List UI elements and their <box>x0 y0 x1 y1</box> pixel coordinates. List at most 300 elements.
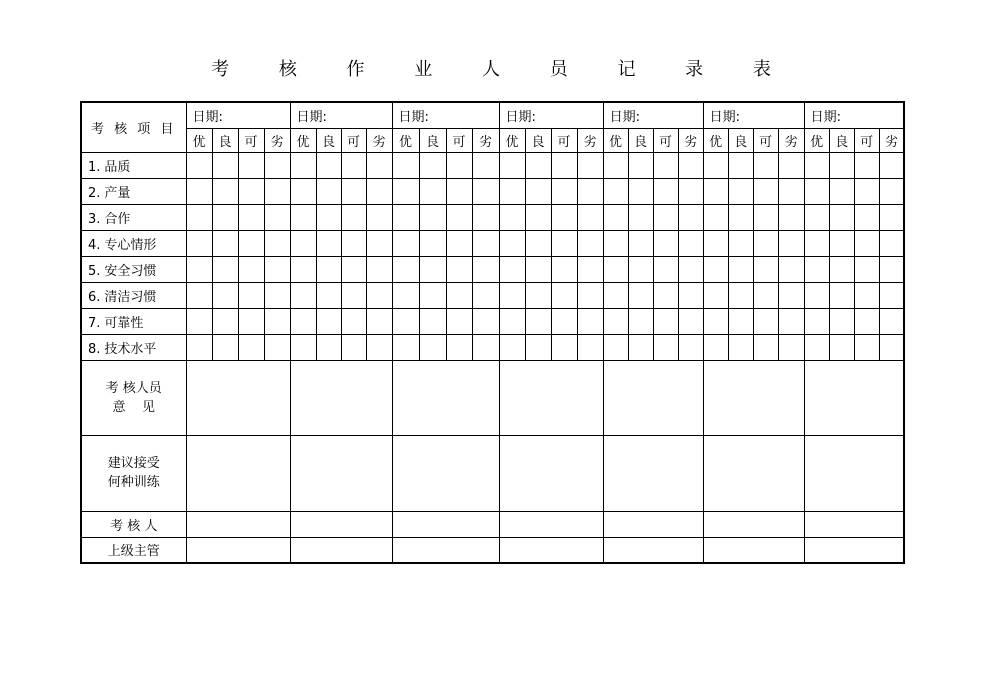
grade-check-cell[interactable] <box>499 256 525 282</box>
opinion-entry-cell[interactable] <box>186 360 290 435</box>
grade-check-cell[interactable] <box>525 204 551 230</box>
opinion-entry-cell[interactable] <box>703 360 804 435</box>
supervisor-entry-cell[interactable] <box>499 537 603 563</box>
date-cell[interactable]: 日期: <box>603 102 703 128</box>
grade-check-cell[interactable] <box>186 308 212 334</box>
grade-check-cell[interactable] <box>366 152 392 178</box>
grade-check-cell[interactable] <box>603 230 628 256</box>
grade-check-cell[interactable] <box>499 308 525 334</box>
grade-check-cell[interactable] <box>290 256 316 282</box>
item-row <box>81 256 904 282</box>
grade-check-cell[interactable] <box>264 178 290 204</box>
grade-check-cell[interactable] <box>419 334 446 360</box>
grade-check-cell[interactable] <box>628 178 653 204</box>
grade-check-cell[interactable] <box>577 178 603 204</box>
grade-check-cell[interactable] <box>316 256 341 282</box>
grade-check-cell[interactable] <box>392 178 419 204</box>
grade-check-cell[interactable] <box>653 256 678 282</box>
grade-check-cell[interactable] <box>804 256 829 282</box>
grade-check-cell[interactable] <box>653 282 678 308</box>
grade-check-cell[interactable] <box>829 256 854 282</box>
grade-check-cell[interactable] <box>804 334 829 360</box>
grade-check-cell[interactable] <box>419 204 446 230</box>
item-number: 1. <box>88 159 101 175</box>
grade-check-cell[interactable] <box>603 256 628 282</box>
grade-check-cell[interactable] <box>551 178 577 204</box>
grade-check-cell[interactable] <box>366 256 392 282</box>
grade-check-cell[interactable] <box>628 334 653 360</box>
grade-check-cell[interactable] <box>472 204 499 230</box>
grade-header: 劣 <box>879 128 904 152</box>
grade-check-cell[interactable] <box>728 204 753 230</box>
grade-check-cell[interactable] <box>316 178 341 204</box>
grade-check-cell[interactable] <box>577 256 603 282</box>
grade-check-cell[interactable] <box>264 230 290 256</box>
grade-check-cell[interactable] <box>753 334 778 360</box>
grade-check-cell[interactable] <box>238 204 264 230</box>
item-label <box>81 308 186 334</box>
grade-check-cell[interactable] <box>879 152 904 178</box>
grade-check-cell[interactable] <box>186 282 212 308</box>
grade-check-cell[interactable] <box>472 334 499 360</box>
assessor-entry-cell[interactable] <box>186 511 290 537</box>
item-label <box>81 334 186 360</box>
grade-check-cell[interactable] <box>829 178 854 204</box>
grade-check-cell[interactable] <box>238 230 264 256</box>
grade-header: 良 <box>316 128 341 152</box>
grade-check-cell[interactable] <box>472 282 499 308</box>
grade-check-cell[interactable] <box>829 152 854 178</box>
grade-check-cell[interactable] <box>854 152 879 178</box>
opinion-entry-cell[interactable] <box>392 360 499 435</box>
grade-check-cell[interactable] <box>854 282 879 308</box>
grade-check-cell[interactable] <box>525 178 551 204</box>
training-entry-cell[interactable] <box>703 435 804 511</box>
grade-check-cell[interactable] <box>446 152 472 178</box>
supervisor-entry-cell[interactable] <box>703 537 804 563</box>
grade-check-cell[interactable] <box>446 178 472 204</box>
grade-check-cell[interactable] <box>419 256 446 282</box>
grade-check-cell[interactable] <box>603 334 628 360</box>
grade-check-cell[interactable] <box>879 178 904 204</box>
grade-check-cell[interactable] <box>238 334 264 360</box>
grade-check-cell[interactable] <box>804 230 829 256</box>
grade-check-cell[interactable] <box>264 282 290 308</box>
grade-check-cell[interactable] <box>186 256 212 282</box>
grade-check-cell[interactable] <box>341 256 366 282</box>
grade-header: 优 <box>603 128 628 152</box>
grade-header: 劣 <box>472 128 499 152</box>
grade-check-cell[interactable] <box>703 334 728 360</box>
grade-check-cell[interactable] <box>653 334 678 360</box>
grade-check-cell[interactable] <box>264 256 290 282</box>
grade-check-cell[interactable] <box>290 204 316 230</box>
grade-check-cell[interactable] <box>238 308 264 334</box>
header-grade-row <box>81 128 904 152</box>
grade-check-cell[interactable] <box>854 178 879 204</box>
grade-check-cell[interactable] <box>212 308 238 334</box>
grade-check-cell[interactable] <box>316 334 341 360</box>
grade-check-cell[interactable] <box>653 308 678 334</box>
grade-check-cell[interactable] <box>212 230 238 256</box>
item-row <box>81 204 904 230</box>
grade-check-cell[interactable] <box>525 256 551 282</box>
grade-check-cell[interactable] <box>499 204 525 230</box>
grade-check-cell[interactable] <box>577 282 603 308</box>
grade-check-cell[interactable] <box>238 256 264 282</box>
grade-check-cell[interactable] <box>392 282 419 308</box>
grade-check-cell[interactable] <box>778 282 804 308</box>
grade-check-cell[interactable] <box>366 334 392 360</box>
grade-check-cell[interactable] <box>703 282 728 308</box>
grade-check-cell[interactable] <box>728 334 753 360</box>
grade-check-cell[interactable] <box>341 230 366 256</box>
grade-header: 良 <box>728 128 753 152</box>
grade-check-cell[interactable] <box>678 282 703 308</box>
item-label <box>81 282 186 308</box>
grade-check-cell[interactable] <box>316 230 341 256</box>
grade-check-cell[interactable] <box>728 152 753 178</box>
training-entry-cell[interactable] <box>392 435 499 511</box>
supervisor-entry-cell[interactable] <box>186 537 290 563</box>
grade-check-cell[interactable] <box>212 282 238 308</box>
grade-check-cell[interactable] <box>728 178 753 204</box>
grade-check-cell[interactable] <box>829 282 854 308</box>
supervisor-entry-cell[interactable] <box>804 537 904 563</box>
grade-check-cell[interactable] <box>551 334 577 360</box>
grade-check-cell[interactable] <box>879 204 904 230</box>
assessor-entry-cell[interactable] <box>290 511 392 537</box>
grade-check-cell[interactable] <box>628 204 653 230</box>
item-row <box>81 178 904 204</box>
grade-check-cell[interactable] <box>551 308 577 334</box>
grade-check-cell[interactable] <box>804 152 829 178</box>
grade-check-cell[interactable] <box>628 282 653 308</box>
grade-check-cell[interactable] <box>829 230 854 256</box>
grade-check-cell[interactable] <box>778 256 804 282</box>
date-cell[interactable]: 日期: <box>804 102 904 128</box>
grade-check-cell[interactable] <box>499 334 525 360</box>
grade-check-cell[interactable] <box>703 152 728 178</box>
grade-check-cell[interactable] <box>603 178 628 204</box>
grade-check-cell[interactable] <box>577 204 603 230</box>
training-entry-cell[interactable] <box>290 435 392 511</box>
grade-check-cell[interactable] <box>577 230 603 256</box>
grade-check-cell[interactable] <box>472 230 499 256</box>
grade-check-cell[interactable] <box>653 152 678 178</box>
grade-check-cell[interactable] <box>366 204 392 230</box>
grade-check-cell[interactable] <box>290 230 316 256</box>
grade-check-cell[interactable] <box>238 178 264 204</box>
grade-check-cell[interactable] <box>603 152 628 178</box>
grade-header: 优 <box>392 128 419 152</box>
grade-check-cell[interactable] <box>419 178 446 204</box>
date-cell[interactable]: 日期: <box>703 102 804 128</box>
assessor-entry-cell[interactable] <box>804 511 904 537</box>
grade-check-cell[interactable] <box>472 178 499 204</box>
item-label <box>81 178 186 204</box>
grade-check-cell[interactable] <box>290 152 316 178</box>
item-row <box>81 152 904 178</box>
grade-check-cell[interactable] <box>778 204 804 230</box>
training-label <box>81 435 186 511</box>
grade-check-cell[interactable] <box>264 308 290 334</box>
grade-check-cell[interactable] <box>753 256 778 282</box>
grade-check-cell[interactable] <box>366 230 392 256</box>
grade-check-cell[interactable] <box>525 282 551 308</box>
grade-check-cell[interactable] <box>472 152 499 178</box>
grade-check-cell[interactable] <box>419 282 446 308</box>
grade-check-cell[interactable] <box>446 308 472 334</box>
grade-check-cell[interactable] <box>678 204 703 230</box>
grade-check-cell[interactable] <box>499 178 525 204</box>
grade-check-cell[interactable] <box>525 152 551 178</box>
grade-header: 可 <box>753 128 778 152</box>
opinion-entry-cell[interactable] <box>499 360 603 435</box>
assessor-entry-cell[interactable] <box>499 511 603 537</box>
training-label-line2: 何种训练 <box>107 475 160 490</box>
grade-header: 可 <box>341 128 366 152</box>
grade-check-cell[interactable] <box>628 152 653 178</box>
grade-check-cell[interactable] <box>653 204 678 230</box>
grade-check-cell[interactable] <box>212 256 238 282</box>
training-entry-cell[interactable] <box>603 435 703 511</box>
grade-check-cell[interactable] <box>212 334 238 360</box>
grade-check-cell[interactable] <box>703 308 728 334</box>
grade-check-cell[interactable] <box>392 230 419 256</box>
training-entry-cell[interactable] <box>499 435 603 511</box>
grade-check-cell[interactable] <box>499 282 525 308</box>
grade-check-cell[interactable] <box>577 152 603 178</box>
grade-check-cell[interactable] <box>551 256 577 282</box>
grade-check-cell[interactable] <box>419 308 446 334</box>
grade-header: 可 <box>551 128 577 152</box>
grade-check-cell[interactable] <box>753 282 778 308</box>
item-name: 技术水平 <box>104 341 157 357</box>
grade-header: 良 <box>829 128 854 152</box>
grade-check-cell[interactable] <box>186 230 212 256</box>
grade-check-cell[interactable] <box>392 256 419 282</box>
item-name: 合作 <box>104 211 131 227</box>
supervisor-label: 上级主管 <box>81 537 186 563</box>
grade-check-cell[interactable] <box>603 204 628 230</box>
grade-check-cell[interactable] <box>366 282 392 308</box>
grade-check-cell[interactable] <box>212 204 238 230</box>
grade-check-cell[interactable] <box>446 256 472 282</box>
grade-check-cell[interactable] <box>316 308 341 334</box>
grade-check-cell[interactable] <box>551 282 577 308</box>
grade-check-cell[interactable] <box>728 308 753 334</box>
grade-header: 优 <box>499 128 525 152</box>
grade-check-cell[interactable] <box>446 334 472 360</box>
grade-header: 劣 <box>678 128 703 152</box>
grade-check-cell[interactable] <box>290 308 316 334</box>
grade-check-cell[interactable] <box>238 282 264 308</box>
grade-check-cell[interactable] <box>879 256 904 282</box>
grade-check-cell[interactable] <box>525 230 551 256</box>
grade-check-cell[interactable] <box>678 256 703 282</box>
opinion-label-line2: 意 见 <box>112 399 156 415</box>
grade-check-cell[interactable] <box>703 204 728 230</box>
grade-check-cell[interactable] <box>753 230 778 256</box>
grade-check-cell[interactable] <box>446 230 472 256</box>
grade-check-cell[interactable] <box>316 204 341 230</box>
grade-check-cell[interactable] <box>186 178 212 204</box>
grade-check-cell[interactable] <box>854 334 879 360</box>
grade-check-cell[interactable] <box>264 334 290 360</box>
grade-check-cell[interactable] <box>728 230 753 256</box>
grade-check-cell[interactable] <box>753 178 778 204</box>
date-cell[interactable]: 日期: <box>392 102 499 128</box>
record-table <box>80 101 905 564</box>
grade-check-cell[interactable] <box>341 204 366 230</box>
grade-check-cell[interactable] <box>603 282 628 308</box>
grade-check-cell[interactable] <box>341 152 366 178</box>
grade-check-cell[interactable] <box>186 204 212 230</box>
grade-check-cell[interactable] <box>829 308 854 334</box>
grade-check-cell[interactable] <box>653 178 678 204</box>
grade-check-cell[interactable] <box>879 282 904 308</box>
grade-check-cell[interactable] <box>366 308 392 334</box>
supervisor-entry-cell[interactable] <box>603 537 703 563</box>
grade-check-cell[interactable] <box>446 282 472 308</box>
grade-check-cell[interactable] <box>577 308 603 334</box>
grade-check-cell[interactable] <box>804 178 829 204</box>
grade-check-cell[interactable] <box>728 282 753 308</box>
grade-check-cell[interactable] <box>186 152 212 178</box>
grade-check-cell[interactable] <box>703 230 728 256</box>
grade-check-cell[interactable] <box>879 334 904 360</box>
grade-check-cell[interactable] <box>212 152 238 178</box>
grade-check-cell[interactable] <box>628 230 653 256</box>
grade-check-cell[interactable] <box>551 204 577 230</box>
grade-check-cell[interactable] <box>879 308 904 334</box>
grade-check-cell[interactable] <box>703 256 728 282</box>
grade-check-cell[interactable] <box>392 308 419 334</box>
grade-check-cell[interactable] <box>551 230 577 256</box>
grade-check-cell[interactable] <box>879 230 904 256</box>
grade-header: 良 <box>419 128 446 152</box>
opinion-entry-cell[interactable] <box>290 360 392 435</box>
grade-check-cell[interactable] <box>499 230 525 256</box>
grade-check-cell[interactable] <box>854 230 879 256</box>
grade-check-cell[interactable] <box>290 282 316 308</box>
grade-header: 劣 <box>778 128 804 152</box>
grade-check-cell[interactable] <box>392 334 419 360</box>
grade-check-cell[interactable] <box>854 308 879 334</box>
grade-check-cell[interactable] <box>728 256 753 282</box>
grade-header: 优 <box>703 128 728 152</box>
grade-check-cell[interactable] <box>804 204 829 230</box>
grade-check-cell[interactable] <box>653 230 678 256</box>
grade-check-cell[interactable] <box>341 308 366 334</box>
item-name: 品质 <box>104 159 131 175</box>
grade-check-cell[interactable] <box>678 178 703 204</box>
grade-check-cell[interactable] <box>577 334 603 360</box>
grade-header: 良 <box>212 128 238 152</box>
grade-check-cell[interactable] <box>628 256 653 282</box>
grade-check-cell[interactable] <box>603 308 628 334</box>
grade-check-cell[interactable] <box>264 204 290 230</box>
grade-check-cell[interactable] <box>290 334 316 360</box>
grade-check-cell[interactable] <box>778 230 804 256</box>
grade-check-cell[interactable] <box>804 282 829 308</box>
date-cell[interactable]: 日期: <box>186 102 290 128</box>
grade-check-cell[interactable] <box>341 178 366 204</box>
grade-check-cell[interactable] <box>829 334 854 360</box>
assessor-entry-cell[interactable] <box>703 511 804 537</box>
grade-check-cell[interactable] <box>290 178 316 204</box>
grade-check-cell[interactable] <box>392 152 419 178</box>
grade-check-cell[interactable] <box>472 308 499 334</box>
grade-check-cell[interactable] <box>392 204 419 230</box>
grade-check-cell[interactable] <box>186 334 212 360</box>
grade-check-cell[interactable] <box>703 178 728 204</box>
grade-check-cell[interactable] <box>264 152 290 178</box>
item-row <box>81 334 904 360</box>
grade-check-cell[interactable] <box>366 178 392 204</box>
grade-check-cell[interactable] <box>753 152 778 178</box>
assessor-entry-cell[interactable] <box>603 511 703 537</box>
date-cell[interactable]: 日期: <box>499 102 603 128</box>
grade-check-cell[interactable] <box>499 152 525 178</box>
training-row <box>81 435 904 511</box>
grade-check-cell[interactable] <box>678 308 703 334</box>
training-entry-cell[interactable] <box>186 435 290 511</box>
grade-check-cell[interactable] <box>778 178 804 204</box>
grade-check-cell[interactable] <box>238 152 264 178</box>
grade-check-cell[interactable] <box>472 256 499 282</box>
training-entry-cell[interactable] <box>804 435 904 511</box>
assessor-entry-cell[interactable] <box>392 511 499 537</box>
grade-check-cell[interactable] <box>341 282 366 308</box>
page-title: 考 核 作 业 人 员 记 录 表 <box>211 59 793 80</box>
grade-check-cell[interactable] <box>316 152 341 178</box>
grade-check-cell[interactable] <box>854 256 879 282</box>
grade-check-cell[interactable] <box>829 204 854 230</box>
grade-check-cell[interactable] <box>753 308 778 334</box>
grade-check-cell[interactable] <box>525 334 551 360</box>
grade-check-cell[interactable] <box>551 152 577 178</box>
grade-header: 劣 <box>264 128 290 152</box>
grade-check-cell[interactable] <box>678 152 703 178</box>
grade-check-cell[interactable] <box>753 204 778 230</box>
supervisor-entry-cell[interactable] <box>392 537 499 563</box>
grade-check-cell[interactable] <box>678 230 703 256</box>
date-cell[interactable]: 日期: <box>290 102 392 128</box>
grade-check-cell[interactable] <box>446 204 472 230</box>
opinion-entry-cell[interactable] <box>804 360 904 435</box>
grade-check-cell[interactable] <box>804 308 829 334</box>
grade-check-cell[interactable] <box>525 308 551 334</box>
item-name: 产量 <box>104 185 131 201</box>
grade-check-cell[interactable] <box>854 204 879 230</box>
grade-header: 可 <box>854 128 879 152</box>
grade-check-cell[interactable] <box>341 334 366 360</box>
item-name: 清洁习惯 <box>104 289 157 305</box>
grade-check-cell[interactable] <box>212 178 238 204</box>
grade-check-cell[interactable] <box>628 308 653 334</box>
grade-check-cell[interactable] <box>678 334 703 360</box>
opinion-entry-cell[interactable] <box>603 360 703 435</box>
grade-check-cell[interactable] <box>316 282 341 308</box>
grade-check-cell[interactable] <box>778 334 804 360</box>
grade-check-cell[interactable] <box>419 152 446 178</box>
supervisor-entry-cell[interactable] <box>290 537 392 563</box>
grade-check-cell[interactable] <box>419 230 446 256</box>
grade-check-cell[interactable] <box>778 152 804 178</box>
grade-check-cell[interactable] <box>778 308 804 334</box>
